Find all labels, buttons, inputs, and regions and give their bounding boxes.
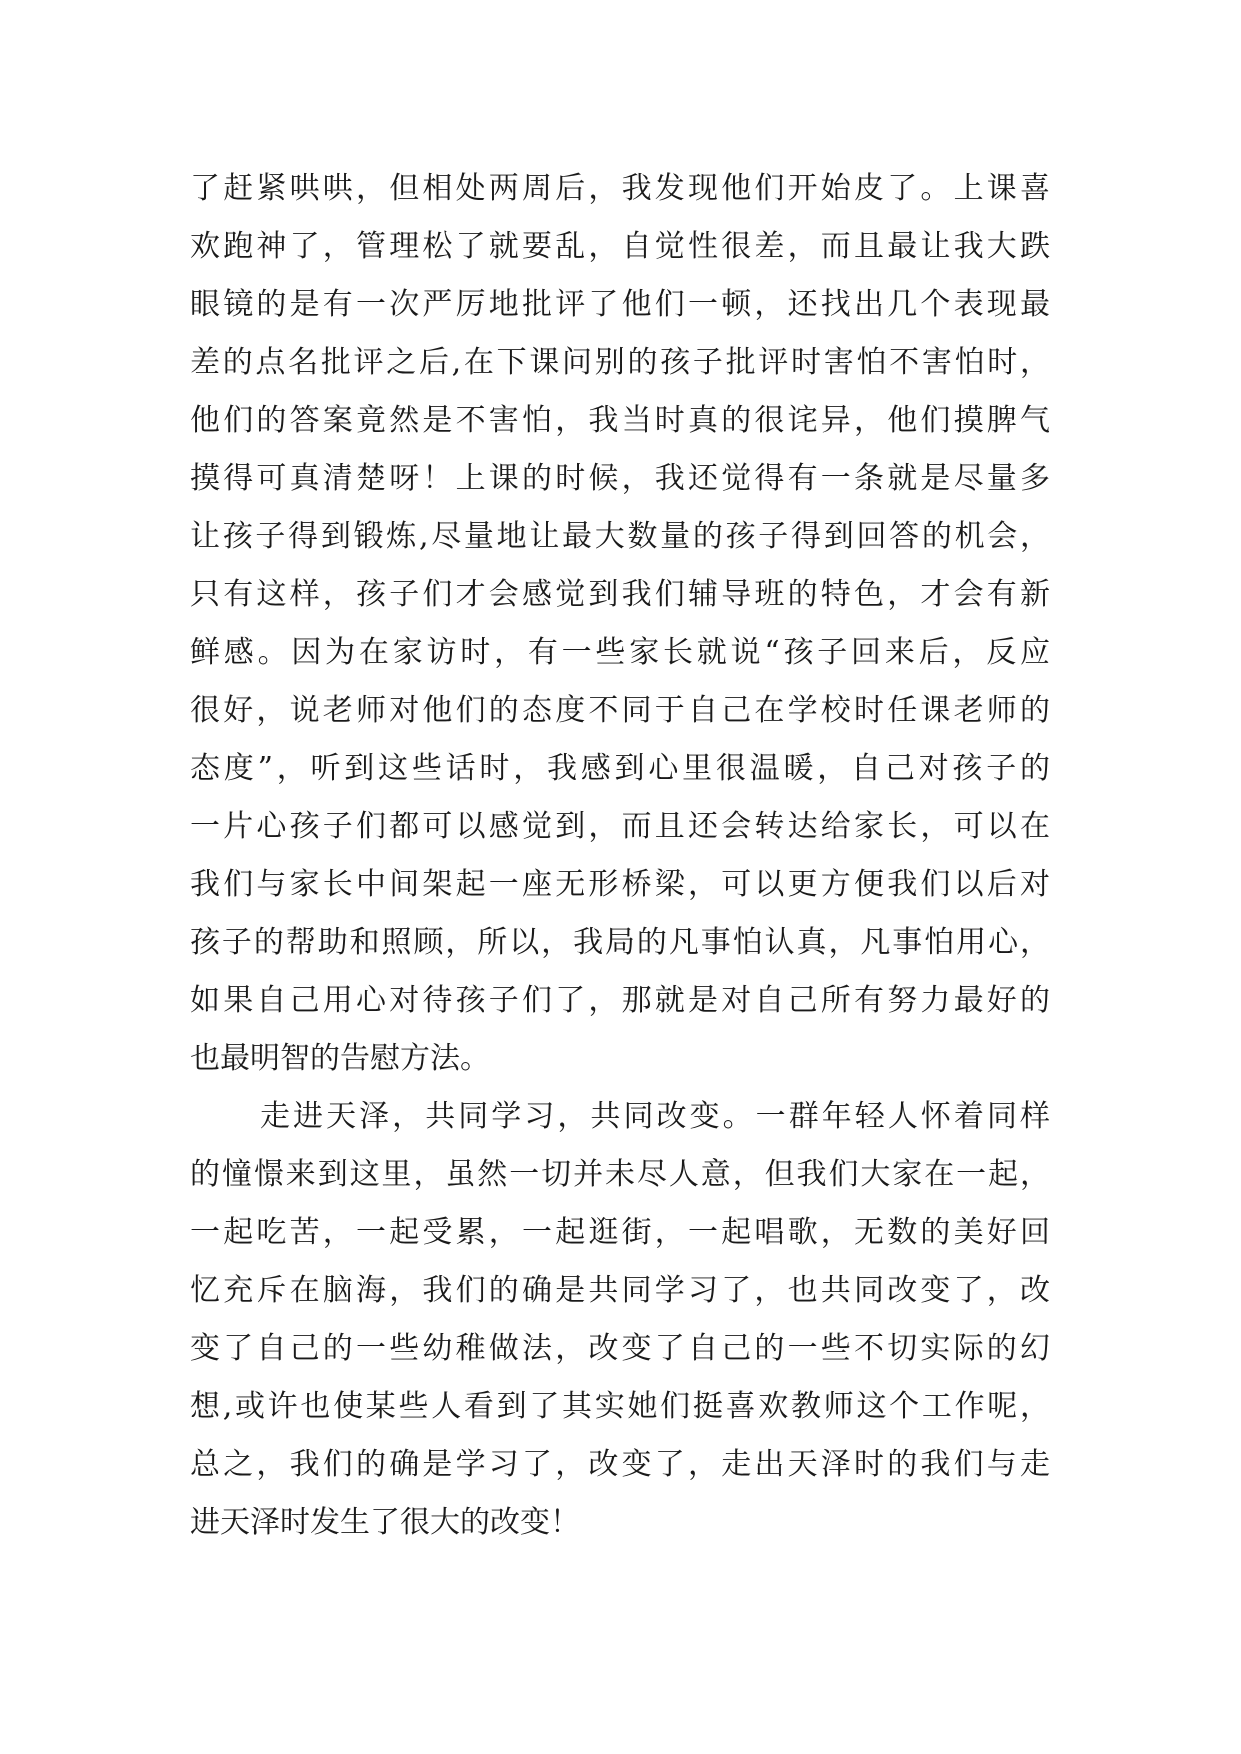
- text-line: 忆充斥在脑海，我们的确是共同学习了，也共同改变了，改: [190, 1273, 1050, 1308]
- text-line: 摸得可真清楚呀！上课的时候，我还觉得有一条就是尽量多: [190, 461, 1050, 496]
- text-line: 了赶紧哄哄，但相处两周后，我发现他们开始皮了。上课喜: [190, 171, 1050, 206]
- text-line: 很好，说老师对他们的态度不同于自己在学校时任课老师的: [190, 693, 1050, 728]
- text-line: 只有这样，孩子们才会感觉到我们辅导班的特色，才会有新: [190, 577, 1050, 612]
- text-line: 欢跑神了，管理松了就要乱，自觉性很差，而且最让我大跌: [190, 229, 1050, 264]
- text-line: 如果自己用心对待孩子们了，那就是对自己所有努力最好的: [190, 983, 1050, 1018]
- text-line: 态度”，听到这些话时，我感到心里很温暖，自己对孩子的: [190, 751, 1050, 786]
- text-line: 眼镜的是有一次严厉地批评了他们一顿，还找出几个表现最: [190, 287, 1050, 322]
- text-line: 一片心孩子们都可以感觉到，而且还会转达给家长，可以在: [190, 809, 1050, 844]
- text-line: 总之，我们的确是学习了，改变了，走出天泽时的我们与走: [190, 1447, 1050, 1482]
- text-line: 想,或许也使某些人看到了其实她们挺喜欢教师这个工作呢，: [190, 1389, 1050, 1424]
- text-line: 鲜感。因为在家访时，有一些家长就说“孩子回来后，反应: [190, 635, 1050, 670]
- text-line: 我们与家长中间架起一座无形桥梁，可以更方便我们以后对: [190, 867, 1050, 902]
- text-line: 差的点名批评之后,在下课问别的孩子批评时害怕不害怕时，: [190, 345, 1050, 380]
- paragraph-2: [190, 1088, 1050, 1552]
- text-line: 变了自己的一些幼稚做法，改变了自己的一些不切实际的幻: [190, 1331, 1050, 1366]
- text-line: 进天泽时发生了很大的改变！: [190, 1505, 580, 1540]
- text-line: 孩子的帮助和照顾，所以，我局的凡事怕认真，凡事怕用心，: [190, 925, 1050, 960]
- text-line: 的憧憬来到这里，虽然一切并未尽人意，但我们大家在一起，: [190, 1157, 1050, 1192]
- text-line: 也最明智的告慰方法。: [190, 1041, 490, 1076]
- body-text: [190, 160, 1050, 1552]
- text-line: 一起吃苦，一起受累，一起逛街，一起唱歌，无数的美好回: [190, 1215, 1050, 1250]
- text-line: 让孩子得到锻炼,尽量地让最大数量的孩子得到回答的机会，: [190, 519, 1050, 554]
- text-line: 走进天泽，共同学习，共同改变。一群年轻人怀着同样: [260, 1099, 1050, 1134]
- paragraph-1: [190, 160, 1050, 1088]
- text-line: 他们的答案竟然是不害怕，我当时真的很诧异，他们摸脾气: [190, 403, 1050, 438]
